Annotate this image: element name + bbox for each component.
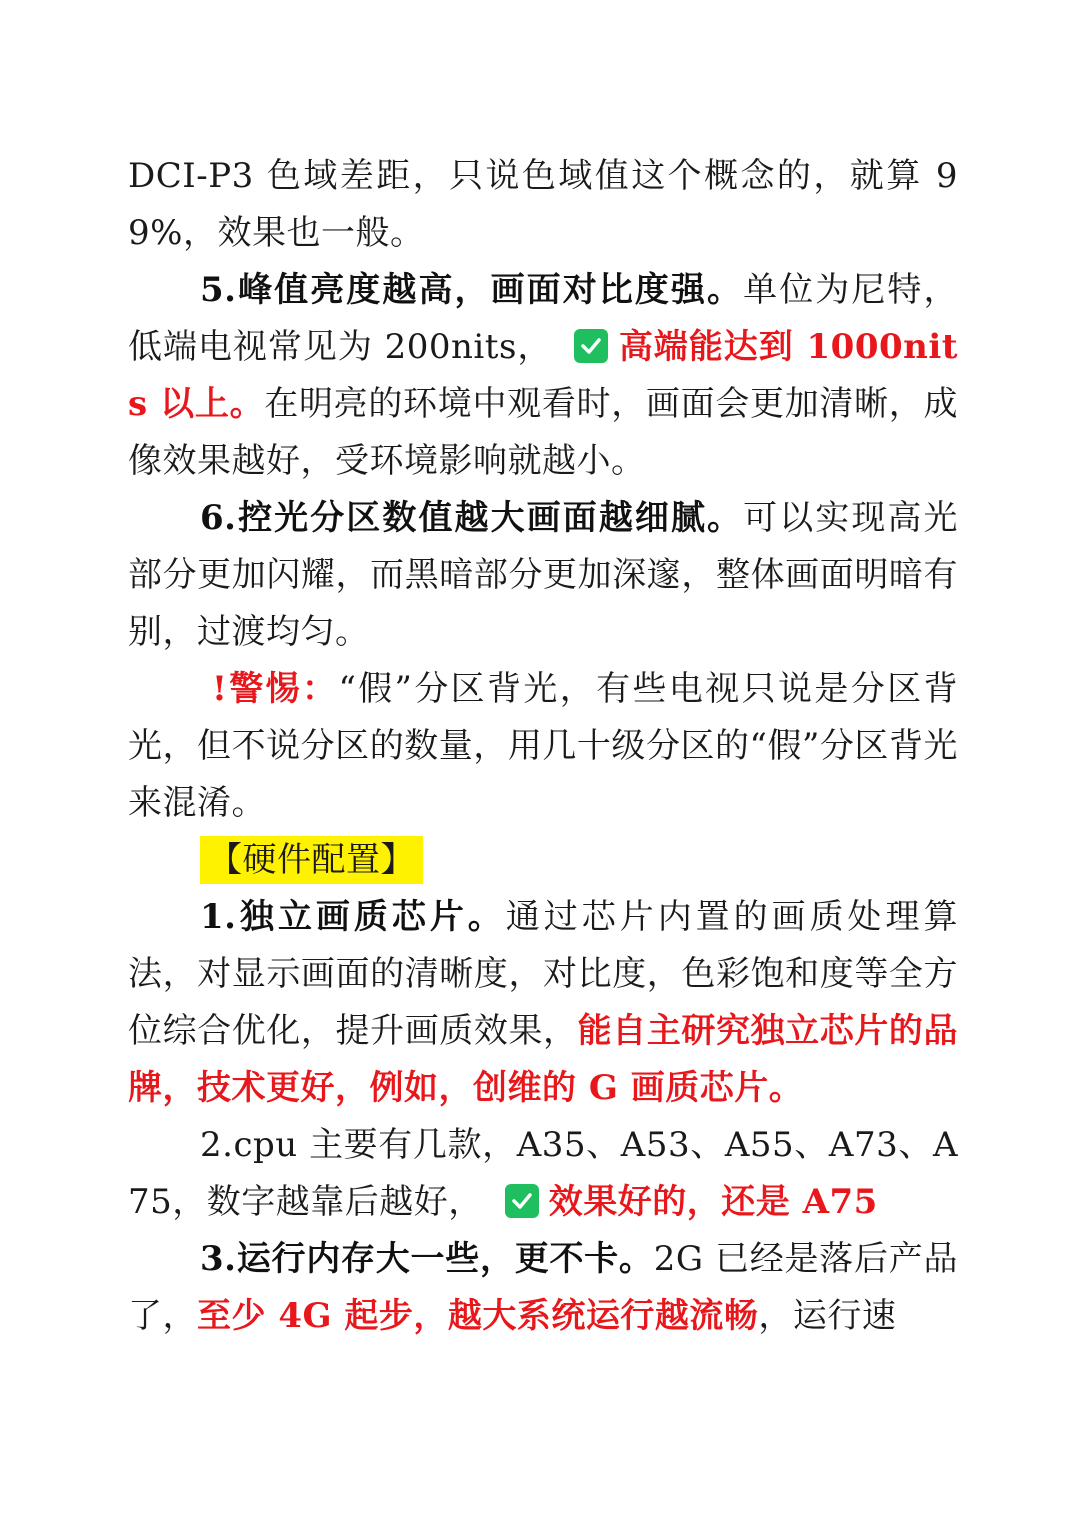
green-check-icon (505, 1184, 539, 1218)
item-heading: 6.控光分区数值越大画面越细腻。 (200, 498, 744, 538)
section-heading: 【硬件配置】 (200, 836, 423, 884)
paragraph-text: 2G 已经是落后产品了， (128, 1239, 958, 1336)
paragraph-memory (128, 1231, 958, 1345)
paragraph-picture-chip (128, 889, 958, 1117)
warning-label: 警惕： (227, 669, 339, 709)
paragraph-text: 2.cpu 主要有几款，A35、A53、A55、A73、A75，数字越靠后越好， (128, 1125, 958, 1222)
highlighted-text: 效果好的，还是 A75 (548, 1182, 878, 1222)
paragraph-text: 在明亮的环境中观看时，画面会更加清晰，成像效果越好，受环境影响就越小。 (128, 384, 958, 481)
paragraph-cpu (128, 1117, 958, 1231)
highlighted-text: 至少 4G 起步，越大系统运行越流畅 (197, 1296, 759, 1336)
paragraph-text: 可以实现高光部分更加闪耀，而黑暗部分更加深邃，整体画面明暗有别，过渡均匀。 (128, 498, 958, 652)
paragraph-local-dimming (128, 490, 958, 661)
paragraph-text: DCI-P3 色域差距，只说色域值这个概念的，就算 99%，效果也一般。 (128, 156, 958, 253)
paragraph-text: 通过芯片内置的画质处理算法，对显示画面的清晰度，对比度，色彩饱和度等全方位综合优化，提升画质效果， (128, 897, 959, 1051)
paragraph-gamut-note (128, 148, 958, 262)
item-heading: 5.峰值亮度越高，画面对比度强。 (200, 270, 744, 310)
highlighted-text: 能自主研究独立芯片的品牌，技术更好，例如，创维的 G 画质芯片。 (128, 1011, 959, 1108)
paragraph-text: 单位为尼特，低端电视常见为 200nits， (128, 270, 958, 367)
item-heading: 1.独立画质芯片。 (200, 897, 506, 937)
green-check-icon (574, 329, 608, 363)
document-body (128, 148, 958, 1345)
item-heading: 3.运行内存大一些，更不卡。 (200, 1239, 654, 1279)
paragraph-peak-brightness (128, 262, 958, 490)
section-heading-line (128, 832, 958, 889)
paragraph-warning (128, 661, 958, 832)
paragraph-text: ，运行速 (758, 1296, 897, 1336)
exclamation-icon: ! (212, 669, 228, 709)
paragraph-text: “假”分区背光，有些电视只说是分区背光，但不说分区的数量，用几十级分区的“假”分区背光来混淆。 (128, 669, 959, 823)
highlighted-text: 高端能达到 1000nits 以上。 (128, 327, 958, 424)
